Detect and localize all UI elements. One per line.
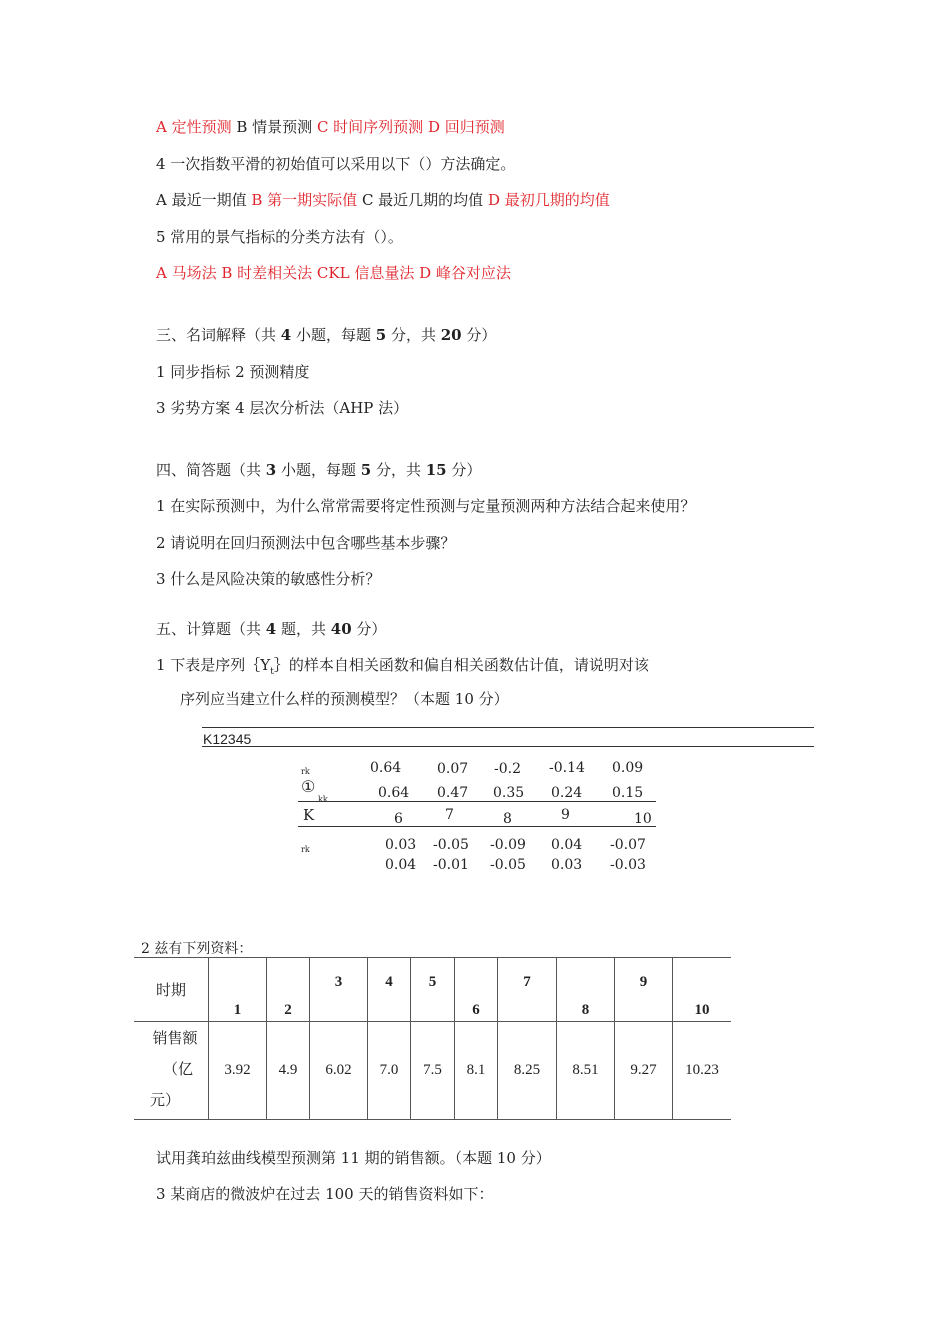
row1-c4: -0.14 bbox=[549, 760, 585, 776]
sales-label-2: （亿 bbox=[162, 1062, 193, 1078]
title-text: 分，共 bbox=[371, 461, 426, 479]
sales-cell: 8.51 bbox=[557, 1022, 615, 1120]
count: 4 bbox=[265, 620, 277, 638]
row2-c5: 0.15 bbox=[612, 785, 644, 801]
table-row bbox=[134, 958, 731, 1022]
total: 40 bbox=[330, 620, 352, 638]
rk-k: k bbox=[304, 845, 310, 854]
option-c: C 最近几期的均值 bbox=[357, 191, 488, 209]
k2-c1: 6 bbox=[394, 811, 403, 827]
title-text: 分） bbox=[351, 620, 387, 638]
q3-calc: 3 某商店的微波炉在过去 100 天的销售资料如下： bbox=[156, 1185, 494, 1203]
q5-options: A 马场法 B 时差相关法 CKL 信息量法 D 峰谷对应法 bbox=[156, 264, 511, 282]
row3-c2: -0.05 bbox=[433, 837, 469, 853]
option-b: B 第一期实际值 bbox=[251, 191, 358, 209]
rk-r: r bbox=[301, 767, 305, 776]
sales-label bbox=[134, 1022, 209, 1120]
total: 15 bbox=[425, 461, 447, 479]
title-text: 题，共 bbox=[276, 620, 331, 638]
section4-item1: 1 在实际预测中，为什么常常需要将定性预测与定量预测两种方法结合起来使用？ bbox=[156, 497, 696, 515]
q1-subscript: t bbox=[270, 667, 274, 677]
q4-question: 4 一次指数平滑的初始值可以采用以下（）方法确定。 bbox=[156, 155, 516, 173]
q2-intro: 2 兹有下列资料： bbox=[141, 941, 253, 957]
sales-cell: 4.9 bbox=[267, 1022, 310, 1120]
title-text: 小题，每题 bbox=[276, 461, 361, 479]
sales-cell: 10.23 bbox=[673, 1022, 732, 1120]
row1-c1: 0.64 bbox=[370, 760, 402, 776]
row2-c1: 0.64 bbox=[378, 785, 410, 801]
row3-c4: 0.04 bbox=[551, 837, 583, 853]
sales-cell: 7.5 bbox=[411, 1022, 455, 1120]
row1-c2: 0.07 bbox=[437, 761, 469, 777]
table-rule-header bbox=[202, 746, 814, 747]
q1-text: 1 下表是序列｛Y bbox=[156, 656, 271, 674]
row4-c1: 0.04 bbox=[385, 857, 417, 873]
rk-label-2 bbox=[301, 841, 310, 859]
title-text: 分，共 bbox=[386, 326, 441, 344]
section3-item1: 1 同步指标 2 预测精度 bbox=[156, 363, 310, 381]
table-rule-k bbox=[298, 826, 656, 827]
sales-cell: 9.27 bbox=[615, 1022, 673, 1120]
rk-r: r bbox=[301, 845, 305, 854]
sales-label-3: 元） bbox=[150, 1093, 181, 1109]
period-cell: 8 bbox=[557, 958, 615, 1022]
title-text: 分） bbox=[461, 326, 497, 344]
q3-options bbox=[156, 117, 505, 137]
row1-c3: -0.2 bbox=[494, 761, 521, 777]
period-cell: 10 bbox=[673, 958, 732, 1022]
section5-q1-line1 bbox=[156, 655, 649, 682]
title-text: 五、计算题（共 bbox=[156, 620, 266, 638]
row3-c3: -0.09 bbox=[490, 837, 526, 853]
acf-header: K12345 bbox=[203, 731, 252, 747]
section3-title bbox=[156, 325, 496, 345]
row3-c5: -0.07 bbox=[610, 837, 646, 853]
period-cell: 7 bbox=[498, 958, 557, 1022]
row2-c4: 0.24 bbox=[551, 785, 583, 801]
row2-c2: 0.47 bbox=[437, 785, 469, 801]
period-cell: 2 bbox=[267, 958, 310, 1022]
row1-c5: 0.09 bbox=[612, 760, 644, 776]
count: 4 bbox=[280, 326, 292, 344]
option-b: B 情景预测 bbox=[231, 118, 317, 136]
row4-c2: -0.01 bbox=[433, 857, 469, 873]
section5-title bbox=[156, 619, 386, 639]
table-row bbox=[134, 1022, 731, 1120]
row4-c5: -0.03 bbox=[610, 857, 646, 873]
period-cell: 9 bbox=[615, 958, 673, 1022]
period-cell: 5 bbox=[411, 958, 455, 1022]
points: 5 bbox=[375, 326, 387, 344]
phi-sub: kk bbox=[318, 795, 328, 804]
q5-question: 5 常用的景气指标的分类方法有（）。 bbox=[156, 228, 403, 246]
period-label: 时期 bbox=[134, 958, 209, 1022]
sales-label-1: 销售额 bbox=[152, 1031, 198, 1047]
section4-item3: 3 什么是风险决策的敏感性分析？ bbox=[156, 570, 381, 588]
title-text: 小题，每题 bbox=[291, 326, 376, 344]
section4-item2: 2 请说明在回归预测法中包含哪些基本步骤？ bbox=[156, 534, 456, 552]
title-text: 分） bbox=[446, 461, 482, 479]
points: 5 bbox=[360, 461, 372, 479]
sales-cell: 3.92 bbox=[209, 1022, 267, 1120]
k2-c3: 8 bbox=[503, 811, 512, 827]
option-c: C 时间序列预测 bbox=[316, 118, 424, 136]
q4-options bbox=[156, 190, 610, 210]
row4-c4: 0.03 bbox=[551, 857, 583, 873]
section5-q1-line2: 序列应当建立什么样的预测模型？（本题 10 分） bbox=[180, 690, 509, 708]
rk-k: k bbox=[304, 767, 310, 776]
phi-label: ① bbox=[301, 777, 316, 796]
sales-cell: 7.0 bbox=[368, 1022, 411, 1120]
option-a: A 定性预测 bbox=[156, 118, 232, 136]
period-cell: 1 bbox=[209, 958, 267, 1022]
sales-cell: 8.1 bbox=[455, 1022, 498, 1120]
k2-c5: 10 bbox=[634, 811, 652, 827]
k-label: K bbox=[303, 806, 315, 824]
period-cell: 4 bbox=[368, 958, 411, 1022]
table-rule-mid bbox=[298, 801, 656, 802]
total: 20 bbox=[440, 326, 462, 344]
section3-item2: 3 劣势方案 4 层次分析法（AHP 法） bbox=[156, 399, 409, 417]
period-cell: 6 bbox=[455, 958, 498, 1022]
table-rule-top bbox=[202, 727, 814, 728]
k2-c2: 7 bbox=[445, 807, 454, 823]
k2-c4: 9 bbox=[561, 807, 570, 823]
q1-text: ｝的样本自相关函数和偏自相关函数估计值，请说明对该 bbox=[273, 656, 649, 674]
section4-title bbox=[156, 460, 481, 480]
row3-c1: 0.03 bbox=[385, 837, 417, 853]
row4-c3: -0.05 bbox=[490, 857, 526, 873]
option-d: D 最初几期的均值 bbox=[487, 191, 610, 209]
count: 3 bbox=[265, 461, 277, 479]
sales-cell: 6.02 bbox=[310, 1022, 368, 1120]
title-text: 四、简答题（共 bbox=[156, 461, 266, 479]
title-text: 三、名词解释（共 bbox=[156, 326, 281, 344]
period-cell: 3 bbox=[310, 958, 368, 1022]
option-d: D 回归预测 bbox=[423, 118, 505, 136]
row2-c3: 0.35 bbox=[493, 785, 525, 801]
option-a: A 最近一期值 bbox=[156, 191, 252, 209]
q2-after: 试用龚珀兹曲线模型预测第 11 期的销售额。（本题 10 分） bbox=[156, 1149, 551, 1167]
sales-cell: 8.25 bbox=[498, 1022, 557, 1120]
sales-table bbox=[134, 957, 731, 1120]
